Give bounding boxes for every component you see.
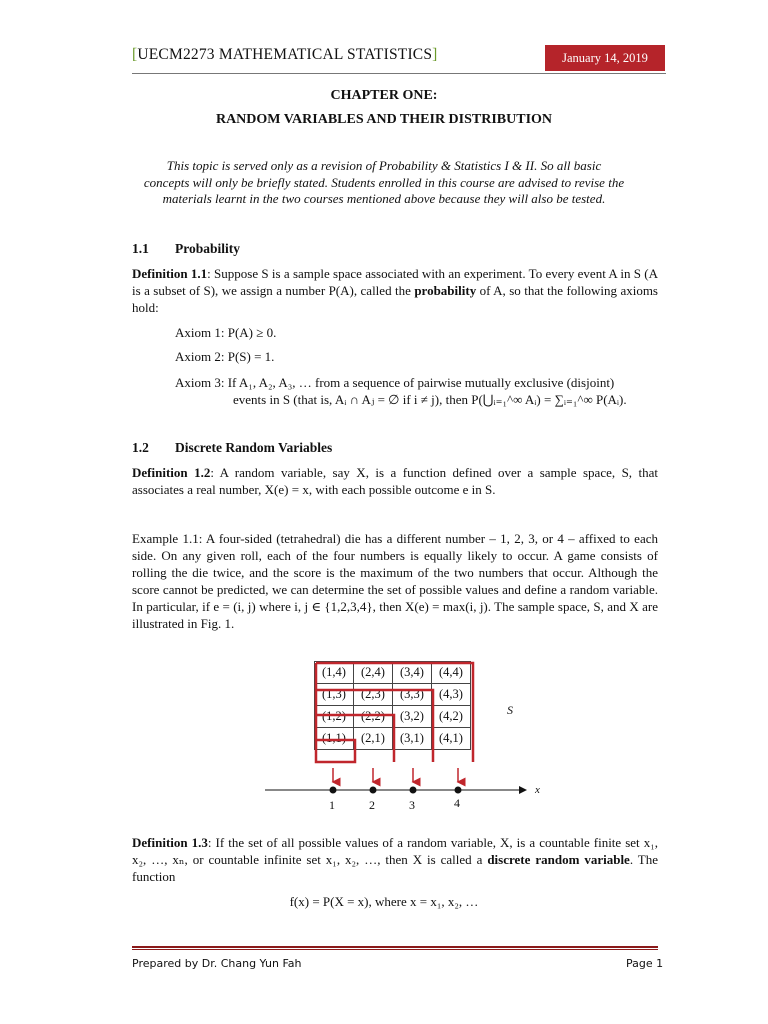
footer-rule: [132, 946, 658, 948]
grid-cell: (4,1): [432, 728, 471, 750]
definition-text: : If the set of all possible values of a random variable, X, is a countable finite set x₁, x₂, …, xₙ, or countable infinite set x₁, x₂, …, then X is called a: [132, 835, 658, 867]
grid-cell: (3,3): [393, 684, 432, 706]
section-number: 1.2: [132, 440, 149, 455]
axiom-1: Axiom 1: P(A) ≥ 0.: [175, 325, 277, 340]
page-number: Page 1: [626, 957, 664, 970]
definition-label: Definition 1.1: [132, 266, 208, 281]
definition-text: : Suppose S is a sample space associated with an experiment. To every event A in S (A is a subset of S), we assign a number P(A), called the: [132, 266, 658, 298]
point-1: [330, 787, 337, 794]
definition-1-3: [132, 834, 658, 885]
grid-cell: (4,2): [432, 706, 471, 728]
footer-author: Prepared by Dr. Chang Yun Fah: [132, 957, 302, 970]
region-x1: [316, 740, 355, 762]
tick-label: 4: [454, 796, 460, 810]
axiom-2: Axiom 2: P(S) = 1.: [175, 349, 275, 364]
definition-label: Definition 1.2: [132, 465, 211, 480]
section-title: Probability: [175, 241, 241, 256]
date-badge: January 14, 2019: [545, 45, 665, 71]
definition-label: Definition 1.3: [132, 835, 208, 850]
grid-cell: (2,4): [354, 662, 393, 684]
pmf-formula: f(x) = P(X = x), where x = x₁, x₂, …: [289, 894, 479, 909]
definition-term: probability: [414, 283, 477, 298]
intro-line: This topic is served only as a revision of Probability & Statistics I & II. So all basic: [166, 158, 602, 173]
axiom-3-continued: events in S (that is, Aᵢ ∩ Aⱼ = ∅ if i ≠ j), then P(⋃ᵢ₌₁^∞ Aᵢ) = ∑ᵢ₌₁^∞ P(Aᵢ).: [233, 392, 627, 407]
point-4: [455, 787, 462, 794]
bracket-close: ]: [432, 46, 438, 63]
grid-cell: (3,4): [393, 662, 432, 684]
x-axis-label: x: [535, 784, 540, 796]
definition-text: : A random variable, say X, is a function defined over a sample space, S, that associates a real number, X(e) = x, with each possible outcome e in S.: [132, 465, 658, 497]
intro-line: concepts will only be briefly stated. Students enrolled in this course are advised to revise the: [143, 174, 625, 190]
region-x3: [316, 690, 433, 762]
grid-cell: (2,1): [354, 728, 393, 750]
grid-cell: (3,2): [393, 706, 432, 728]
point-3: [410, 787, 417, 794]
definition-text: of A, so that the following axioms hold:: [132, 283, 658, 315]
course-title: UECM2273 MATHEMATICAL STATISTICS: [137, 46, 433, 63]
axiom-3: Axiom 3: If A₁, A₂, A₃, … from a sequence of pairwise mutually exclusive (disjoint): [175, 375, 615, 390]
point-2: [370, 787, 377, 794]
sample-space-label: S: [507, 703, 513, 717]
grid-cell: (1,1): [315, 728, 354, 750]
definition-term: discrete random variable: [487, 852, 630, 867]
grid-cell: (1,2): [315, 706, 354, 728]
section-title: Discrete Random Variables: [175, 440, 333, 455]
grid-cell: (2,3): [354, 684, 393, 706]
grid-cell: (2,2): [354, 706, 393, 728]
chapter-subtitle: RANDOM VARIABLES AND THEIR DISTRIBUTION: [215, 112, 553, 127]
grid-cell: (1,4): [315, 662, 354, 684]
bracket-open: [: [132, 46, 138, 63]
definition-text: . The function: [132, 852, 658, 884]
grid-cell: (3,1): [393, 728, 432, 750]
grid-cell: (4,3): [432, 684, 471, 706]
grid-cell: (1,3): [315, 684, 354, 706]
section-number: 1.1: [132, 241, 149, 256]
example-1-1: Example 1.1: A four-sided (tetrahedral) die has a different number – 1, 2, 3, or 4 – affixed to each side. On any given roll, each of the four numbers is equally likely to occur. A game consists of rolling the die twice, and the score is the maximum of the two numbers that occur. Although the score cannot be predicted, we can determine the set of possible values and define a random variable. In particular, if e = (i, j) where i, j ∈ {1,2,3,4}, then X(e) = max(i, j). The sample space, S, and X are illustrated in Fig. 1.: [132, 531, 658, 631]
chapter-title: CHAPTER ONE:: [330, 88, 438, 103]
grid-cell: (4,4): [432, 662, 471, 684]
tick-label: 1: [329, 798, 335, 812]
tick-label: 3: [409, 798, 415, 812]
footer-rule: [132, 949, 658, 950]
tick-label: 2: [369, 798, 375, 812]
intro-line: materials learnt in the two courses mentioned above because they will also be tested.: [162, 191, 606, 206]
